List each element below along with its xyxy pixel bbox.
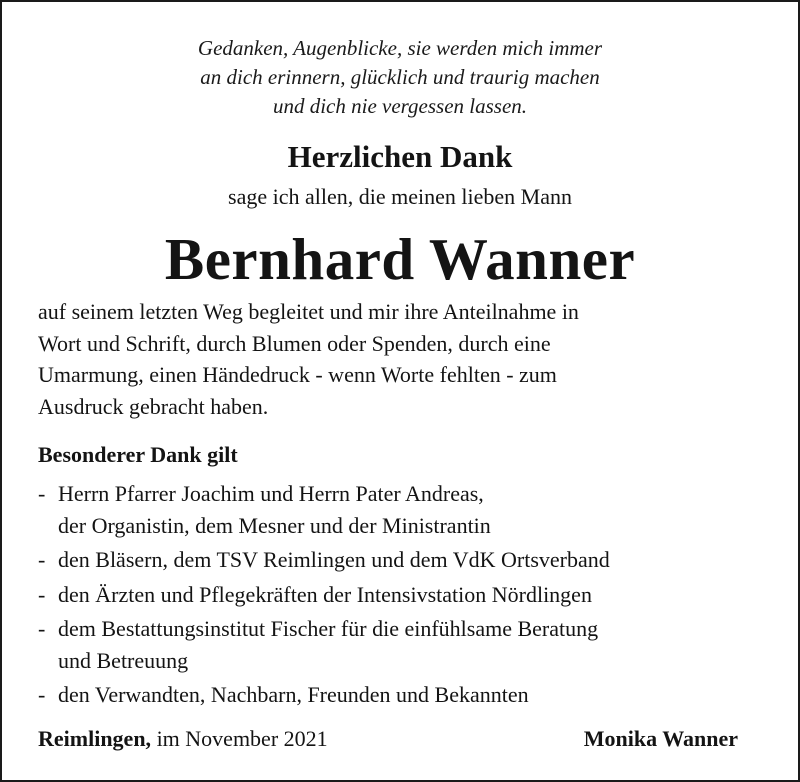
poem-line: Gedanken, Augenblicke, sie werden mich immer: [197, 36, 603, 60]
list-item-line: der Organistin, dem Mesner und der Ministrantin: [58, 512, 491, 538]
list-item-line: den Bläsern, dem TSV Reimlingen und dem VdK Ortsverband: [58, 547, 610, 572]
list-dash: -: [38, 682, 46, 707]
body-line: auf seinem letzten Weg begleitet und mir ihre Anteilnahme in: [38, 299, 579, 324]
list-dash: -: [38, 481, 46, 506]
list-item: [38, 679, 778, 711]
body-line: Ausdruck gebracht haben.: [38, 393, 269, 419]
list-item-line: und Betreuung: [58, 647, 189, 673]
list-item-line: den Verwandten, Nachbarn, Freunden und Bekannten: [58, 682, 529, 707]
date-text: im November 2021: [151, 726, 328, 751]
thank-you-body: [38, 296, 778, 422]
poem-line: und dich nie vergessen lassen.: [272, 94, 528, 118]
list-item: [38, 478, 778, 541]
list-dash: -: [38, 616, 46, 641]
list-item-line: den Ärzten und Pflegekräften der Intensivstation Nördlingen: [58, 581, 592, 607]
body-line: Umarmung, einen Händedruck - wenn Worte fehlten - zum: [38, 362, 557, 387]
place-name: Reimlingen,: [38, 726, 152, 751]
special-thanks-list: [38, 478, 778, 714]
list-item: [38, 579, 778, 611]
body-line: Wort und Schrift, durch Blumen oder Spenden, durch eine: [38, 330, 551, 356]
signature: Monika Wanner: [583, 726, 738, 751]
special-thanks-heading: Besonderer Dank gilt: [38, 442, 238, 467]
place-and-date: [38, 724, 328, 754]
deceased-name: Bernhard Wanner: [164, 226, 636, 292]
intro-line: sage ich allen, die meinen lieben Mann: [228, 184, 572, 209]
list-item: [38, 544, 778, 576]
thank-you-heading: Herzlichen Dank: [287, 139, 513, 174]
list-item: [38, 613, 778, 676]
list-dash: -: [38, 581, 46, 607]
poem-line: an dich erinnern, glücklich und traurig machen: [200, 65, 600, 89]
list-dash: -: [38, 547, 46, 572]
list-item-line: Herrn Pfarrer Joachim und Herrn Pater Andreas,: [58, 481, 484, 506]
memorial-poem: [2, 34, 798, 121]
list-item-line: dem Bestattungsinstitut Fischer für die einfühlsame Beratung: [58, 616, 599, 641]
